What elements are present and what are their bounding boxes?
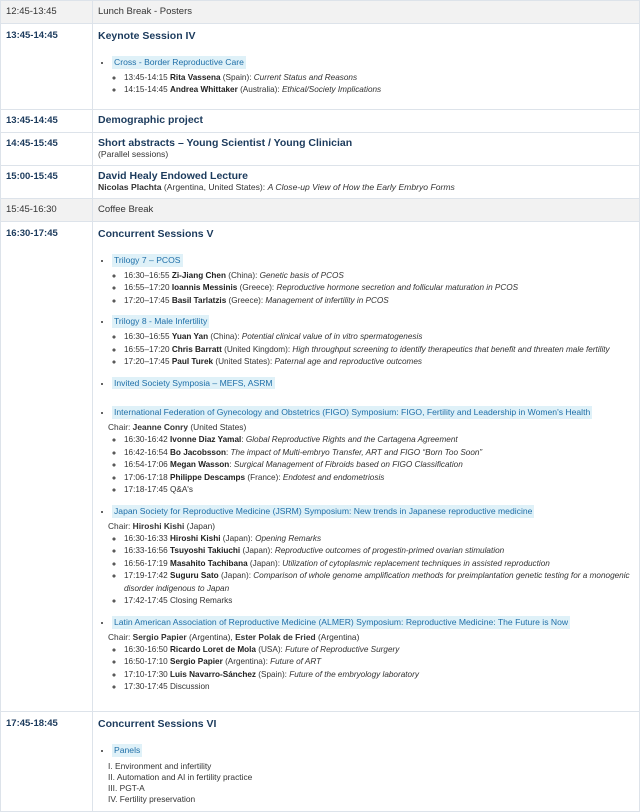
session-title: Demographic project xyxy=(98,114,204,126)
talk-item: ◦ 16:50-17:10 Sergio Papier (Argentina): Future of ART xyxy=(124,656,635,669)
session-cell xyxy=(93,199,640,222)
session-title: Short abstracts – Young Scientist / Young Clinician xyxy=(98,137,353,149)
talk-item: ◦ 16:56-17:19 Masahito Tachibana (Japan): Utilization of cytoplasmic replacement techniques in assisted reproduction xyxy=(124,558,635,571)
track-link[interactable]: Trilogy 7 – PCOS xyxy=(114,255,181,265)
trilogy-8-block xyxy=(98,315,635,368)
time-cell: 16:30-17:45 xyxy=(1,222,93,712)
trilogy-7-block xyxy=(98,254,635,307)
session-title: Concurrent Sessions VI xyxy=(98,718,217,730)
talk-item: ◦ 16:55–17:20 Ioannis Messinis (Greece): Reproductive hormone secretion and follicular maturation in PCOS xyxy=(124,282,635,295)
time-cell: 15:45-16:30 xyxy=(1,199,93,222)
session-cell xyxy=(93,1,640,24)
session-title: Lunch Break - Posters xyxy=(98,6,192,17)
speaker-name: Rita Vassena xyxy=(170,72,221,82)
chair-line: Chair: Hiroshi Kishi (Japan) xyxy=(108,520,216,531)
invited-symposia-block xyxy=(98,377,635,391)
session-title: David Healy Endowed Lecture xyxy=(98,170,248,182)
panel-item: II. Automation and AI in fertility practice xyxy=(108,771,253,782)
almer-block xyxy=(98,616,635,694)
panel-item: III. PGT-A xyxy=(108,783,145,793)
time-cell: 13:45-14:45 xyxy=(1,24,93,110)
row-lunch-break xyxy=(1,1,640,24)
talk-item: ◦ 17:19-17:42 Suguru Sato (Japan): Comparison of whole genome amplification methods for preimplantation genetic testing for a monogenic disorder indigenous to Japan xyxy=(124,570,635,595)
talk-item: ◦ 16:55–17:20 Chris Barratt (United Kingdom): High throughput screening to identify therapeutics that benefit and threaten male fertility xyxy=(124,344,635,357)
talk-item: ◦ 17:30-17:45 Discussion xyxy=(124,681,635,694)
chair-line: Chair: Sergio Papier (Argentina), Ester Polak de Fried (Argentina) xyxy=(108,631,360,642)
talk-item: ◦ 16:30-16:50 Ricardo Loret de Mola (USA): Future of Reproductive Surgery xyxy=(124,644,635,657)
talk-list xyxy=(98,331,635,369)
talk-item: ◦ 13:45-14:15 Rita Vassena (Spain): Current Status and Reasons xyxy=(124,72,635,85)
talk-item: ◦ 17:20–17:45 Paul Turek (United States): Paternal age and reproductive outcomes xyxy=(124,356,635,369)
time-cell: 17:45-18:45 xyxy=(1,712,93,812)
session-cell xyxy=(93,166,640,199)
track-link[interactable]: Trilogy 8 - Male Infertility xyxy=(114,316,208,327)
talk-list xyxy=(98,72,635,97)
speaker-name: Andrea Whittaker xyxy=(170,85,238,95)
speaker-name: Nicolas Plachta xyxy=(98,182,162,192)
track-link[interactable]: Japan Society for Reproductive Medicine (JSRM) Symposium: New trends in Japanese reproductive medicine xyxy=(114,505,533,516)
session-title: Coffee Break xyxy=(98,204,154,215)
session-cell xyxy=(93,110,640,133)
talk-item: ◦ 17:42-17:45 Closing Remarks xyxy=(124,595,635,608)
row-coffee-break xyxy=(1,199,640,222)
talk-title: Ethical/Society Implications xyxy=(281,85,382,95)
session-subtitle: (Parallel sessions) xyxy=(98,149,169,159)
jsrm-block xyxy=(98,505,635,608)
session-cell xyxy=(93,712,640,812)
track-link[interactable]: International Federation of Gynecology and Obstetrics (FIGO) Symposium: FIGO, Fertility and Leadership in Women's Health xyxy=(114,407,591,418)
row-demographic-project xyxy=(1,110,640,133)
talk-list xyxy=(98,644,635,694)
track-link[interactable]: Cross - Border Reproductive Care xyxy=(114,57,244,67)
session-title: Keynote Session IV xyxy=(98,30,196,42)
talk-item: ◦ 17:10-17:30 Luis Navarro-Sánchez (Spain): Future of the embryology laboratory xyxy=(124,669,635,682)
time-cell: 15:00-15:45 xyxy=(1,166,93,199)
session-cell xyxy=(93,222,640,712)
panels-block xyxy=(98,744,635,805)
session-cell xyxy=(93,24,640,110)
panel-item: I. Environment and infertility xyxy=(108,760,212,771)
track-link[interactable]: Latin American Association of Reproductive Medicine (ALMER) Symposium: Reproductive Medicine: The Future is Now xyxy=(114,617,569,628)
row-healy-lecture xyxy=(1,166,640,199)
talk-item: ◦ 17:06-17:18 Philippe Descamps (France): Endotest and endometriosis xyxy=(124,472,635,485)
talk-item: ◦ 14:15-14:45 Andrea Whittaker (Australia): Ethical/Society Implications xyxy=(124,84,635,97)
time-cell: 13:45-14:45 xyxy=(1,110,93,133)
row-keynote-iv xyxy=(1,24,640,110)
time-cell: 14:45-15:45 xyxy=(1,133,93,166)
panel-list xyxy=(98,761,635,806)
figo-block xyxy=(98,406,635,497)
talk-list xyxy=(98,434,635,497)
time-cell: 12:45-13:45 xyxy=(1,1,93,24)
session-title: Concurrent Sessions V xyxy=(98,228,214,240)
talk-item: ◦ 16:33-16:56 Tsuyoshi Takiuchi (Japan): Reproductive outcomes of progestin-primed ovarian stimulation xyxy=(124,545,635,558)
talk-list xyxy=(98,533,635,609)
track-link[interactable]: Invited Society Symposia – MEFS, ASRM xyxy=(114,377,273,388)
talk-item: ◦ 16:54-17:06 Megan Wasson: Surgical Management of Fibroids based on FIGO Classification xyxy=(124,459,635,472)
talk-item: ◦ 17:18-17:45 Q&A's xyxy=(124,484,635,497)
talk-item: ◦ 17:20–17:45 Basil Tarlatzis (Greece): Management of infertility in PCOS xyxy=(124,295,635,308)
session-cell xyxy=(93,133,640,166)
lecture-speaker-line: Nicolas Plachta (Argentina, United States): A Close-up View of How the Early Embryo Forms xyxy=(98,182,455,192)
track-link[interactable]: Panels xyxy=(114,745,141,755)
row-concurrent-vi xyxy=(1,712,640,812)
talk-item: ◦ 16:42-16:54 Bo Jacobsson: The impact of Multi-embryo Transfer, ART and FIGO “Born Too Soon” xyxy=(124,447,635,460)
talk-item: ◦ 16:30-16:42 Ivonne Diaz Yamal: Global Reproductive Rights and the Cartagena Agreement xyxy=(124,434,635,447)
track-block xyxy=(98,56,635,97)
talk-title: Current Status and Reasons xyxy=(253,72,358,82)
talk-list xyxy=(98,270,635,308)
talk-title: A Close-up View of How the Early Embryo Forms xyxy=(267,182,455,192)
talk-item: ◦ 16:30–16:55 Yuan Yan (China): Potential clinical value of in vitro spermatogenesis xyxy=(124,331,635,344)
row-concurrent-v xyxy=(1,222,640,712)
chair-line: Chair: Jeanne Conry (United States) xyxy=(108,421,247,432)
talk-item: ◦ 16:30-16:33 Hiroshi Kishi (Japan): Opening Remarks xyxy=(124,533,635,546)
row-short-abstracts xyxy=(1,133,640,166)
panel-item: IV. Fertility preservation xyxy=(108,794,196,805)
talk-item: ◦ 16:30–16:55 Zi-Jiang Chen (China): Genetic basis of PCOS xyxy=(124,270,635,283)
